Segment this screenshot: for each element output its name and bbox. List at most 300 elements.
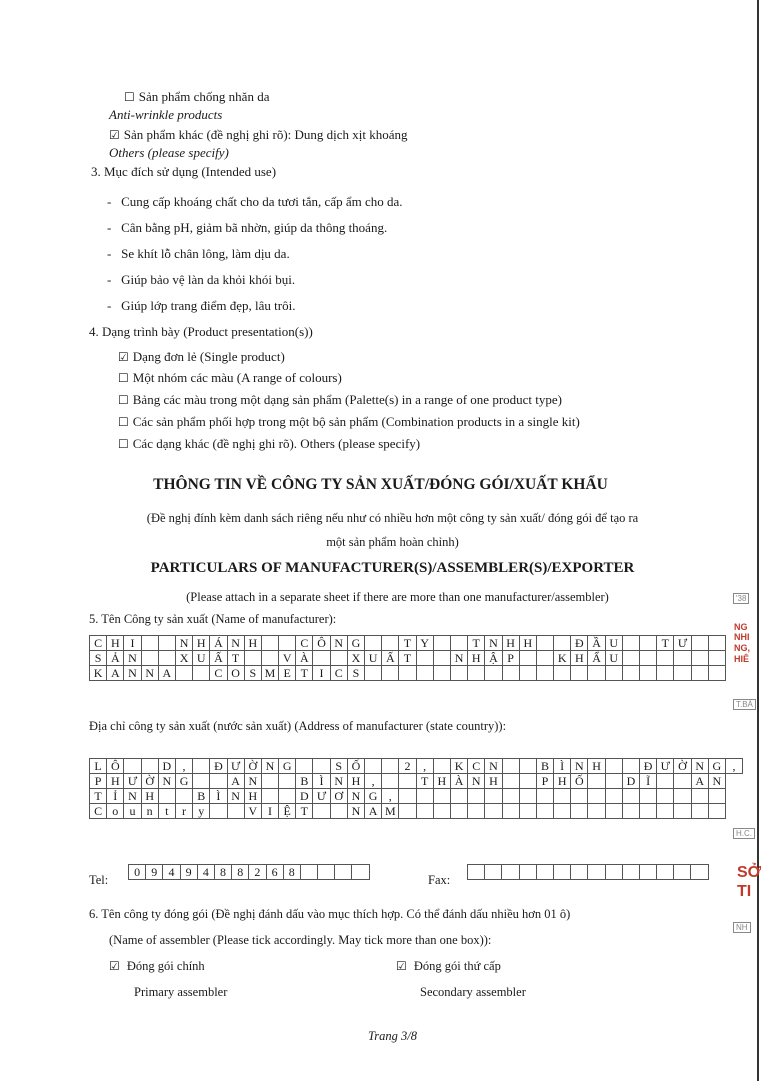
grid-cell: N — [330, 774, 347, 789]
grid-cell — [365, 666, 382, 681]
grid-cell — [175, 789, 192, 804]
grid-cell — [657, 789, 674, 804]
grid-cell — [708, 651, 725, 666]
grid-cell — [640, 789, 657, 804]
tel-row — [129, 865, 370, 880]
grid-cell — [571, 804, 588, 819]
address-row-2 — [90, 774, 743, 789]
checkbox-icon: ☐ — [118, 393, 129, 407]
others-option — [109, 127, 408, 143]
grid-cell: , — [365, 774, 382, 789]
antiwrinkle-label-en: Anti-wrinkle products — [109, 107, 223, 122]
intended-use-heading: 3. Mục đích sử dụng (Intended use) — [91, 164, 277, 179]
grid-cell — [502, 666, 519, 681]
others-label-vi: Sản phẩm khác (đề nghị ghi rõ): Dung dịch xịt khoáng — [123, 127, 408, 142]
grid-cell — [175, 666, 192, 681]
grid-cell — [536, 865, 553, 880]
grid-cell — [450, 666, 467, 681]
grid-cell: H — [519, 636, 536, 651]
grid-cell — [691, 804, 708, 819]
grid-cell: A — [227, 774, 244, 789]
grid-cell: G — [175, 774, 192, 789]
grid-cell: Ô — [107, 759, 124, 774]
grid-cell: S — [244, 666, 261, 681]
grid-cell — [588, 865, 605, 880]
grid-cell: Ả — [107, 651, 124, 666]
grid-cell: T — [399, 636, 416, 651]
grid-cell — [622, 804, 639, 819]
grid-cell — [279, 774, 296, 789]
grid-cell — [536, 804, 553, 819]
grid-cell — [588, 666, 605, 681]
grid-cell: H — [107, 636, 124, 651]
grid-cell — [450, 789, 467, 804]
grid-cell — [553, 865, 570, 880]
grid-cell: N — [485, 759, 502, 774]
grid-cell: Ô — [313, 636, 330, 651]
grid-cell: 8 — [283, 865, 300, 880]
grid-cell: 2 — [399, 759, 416, 774]
grid-cell — [261, 789, 278, 804]
grid-cell — [450, 804, 467, 819]
grid-cell — [691, 651, 708, 666]
grid-cell: N — [227, 789, 244, 804]
grid-cell — [519, 666, 536, 681]
grid-cell: Ầ — [588, 636, 605, 651]
grid-cell — [708, 789, 725, 804]
grid-cell: r — [175, 804, 192, 819]
grid-cell — [554, 666, 571, 681]
grid-cell — [605, 759, 622, 774]
grid-cell: U — [193, 651, 210, 666]
grid-cell: H — [244, 636, 261, 651]
grid-cell — [554, 636, 571, 651]
grid-cell: 4 — [163, 865, 180, 880]
grid-cell — [382, 666, 399, 681]
grid-cell — [433, 759, 450, 774]
grid-cell: t — [158, 804, 175, 819]
grid-cell — [416, 789, 433, 804]
grid-cell — [588, 804, 605, 819]
grid-cell — [261, 651, 278, 666]
grid-cell — [674, 651, 691, 666]
grid-cell: Ỉ — [107, 789, 124, 804]
list-item: - Cân bằng pH, giảm bã nhờn, giúp da thông thoáng. — [107, 220, 388, 235]
grid-cell: Đ — [571, 636, 588, 651]
grid-cell: P — [502, 651, 519, 666]
grid-cell: I — [261, 804, 278, 819]
grid-cell: L — [90, 759, 107, 774]
grid-cell: Ấ — [210, 651, 227, 666]
grid-cell — [622, 651, 639, 666]
checkbox-checked-icon: ☑ — [396, 959, 407, 973]
grid-cell — [365, 759, 382, 774]
grid-cell: T — [399, 651, 416, 666]
grid-cell: Ờ — [244, 759, 261, 774]
grid-cell — [519, 865, 536, 880]
grid-cell — [313, 804, 330, 819]
grid-cell: Ẩ — [588, 651, 605, 666]
grid-cell: Ư — [227, 759, 244, 774]
grid-cell — [536, 789, 553, 804]
address-row-4 — [90, 804, 743, 819]
grid-cell: N — [141, 666, 158, 681]
grid-cell: M — [261, 666, 278, 681]
grid-cell — [674, 666, 691, 681]
grid-cell — [502, 865, 519, 880]
grid-cell — [571, 666, 588, 681]
grid-cell — [382, 774, 399, 789]
grid-cell — [485, 666, 502, 681]
assembler-heading-vi: 6. Tên công ty đóng gói (Đề nghị đánh dấu vào mục thích hợp. Có thể đánh dấu nhiều hơn 01 ô) — [89, 907, 571, 921]
grid-cell — [193, 774, 210, 789]
grid-cell: D — [158, 759, 175, 774]
grid-cell: Ĩ — [640, 774, 657, 789]
grid-cell: N — [468, 774, 485, 789]
checkbox-icon: ☐ — [118, 437, 129, 451]
grid-cell — [433, 789, 450, 804]
grid-cell: 9 — [146, 865, 163, 880]
grid-cell — [657, 666, 674, 681]
grid-cell: S — [90, 651, 107, 666]
grid-cell: C — [296, 636, 313, 651]
grid-cell: G — [279, 759, 296, 774]
grid-cell — [588, 789, 605, 804]
grid-cell: U — [605, 636, 622, 651]
grid-cell: Ệ — [279, 804, 296, 819]
grid-cell: Ố — [571, 774, 588, 789]
grid-cell — [691, 666, 708, 681]
grid-cell: U — [365, 651, 382, 666]
grid-cell — [639, 865, 656, 880]
grid-cell — [622, 759, 639, 774]
fax-grid — [467, 864, 709, 880]
grid-cell: C — [210, 666, 227, 681]
grid-cell: N — [124, 789, 141, 804]
grid-cell: X — [347, 651, 364, 666]
grid-cell: 6 — [266, 865, 283, 880]
grid-cell: C — [330, 666, 347, 681]
manufacturer-address-label: Địa chỉ công ty sản xuất (nước sản xuất) (Address of manufacturer (state country)): — [89, 719, 507, 733]
grid-cell: I — [124, 636, 141, 651]
grid-cell — [399, 804, 416, 819]
grid-cell: N — [227, 636, 244, 651]
name-row-2 — [90, 651, 726, 666]
grid-cell: H — [485, 774, 502, 789]
grid-cell: P — [536, 774, 553, 789]
grid-cell: 2 — [249, 865, 266, 880]
grid-cell — [141, 651, 158, 666]
grid-cell: H — [571, 651, 588, 666]
grid-cell — [313, 651, 330, 666]
grid-cell: K — [90, 666, 107, 681]
grid-cell — [519, 804, 536, 819]
option-others: ☐ Các dạng khác (đề nghị ghi rõ). Others (please specify) — [118, 436, 421, 451]
grid-cell — [708, 636, 725, 651]
grid-cell: , — [382, 789, 399, 804]
grid-cell: V — [279, 651, 296, 666]
grid-cell — [261, 774, 278, 789]
grid-cell: B — [296, 774, 313, 789]
grid-cell: H — [588, 759, 605, 774]
grid-cell — [485, 804, 502, 819]
grid-cell — [519, 774, 536, 789]
grid-cell: B — [193, 789, 210, 804]
grid-cell — [193, 759, 210, 774]
grid-cell: Ơ — [330, 789, 347, 804]
option-combination: ☐ Các sản phẩm phối hợp trong một bộ sản phẩm (Combination products in a single kit) — [118, 414, 580, 429]
grid-cell — [622, 636, 639, 651]
grid-cell: H — [468, 651, 485, 666]
grid-cell: N — [485, 636, 502, 651]
grid-cell — [365, 636, 382, 651]
grid-cell — [640, 651, 657, 666]
grid-cell: C — [468, 759, 485, 774]
grid-cell: Ố — [347, 759, 364, 774]
assembler-heading-en: (Name of assembler (Please tick accordingly. May tick more than one box)): — [109, 933, 492, 947]
grid-cell: Ấ — [382, 651, 399, 666]
grid-cell — [300, 865, 317, 880]
company-note-vi-1: (Đề nghị đính kèm danh sách riêng nếu như có nhiều hơn một công ty sản xuất/ đóng gói để tạo ra — [146, 511, 639, 525]
grid-cell: S — [347, 666, 364, 681]
tel-grid — [128, 864, 370, 880]
grid-cell — [502, 789, 519, 804]
others-label-en: Others (please specify) — [109, 145, 229, 160]
grid-cell — [468, 789, 485, 804]
grid-cell: H — [433, 774, 450, 789]
company-title-en: PARTICULARS OF MANUFACTURER(S)/ASSEMBLER(S)/EXPORTER — [150, 560, 635, 576]
address-row-3 — [90, 789, 743, 804]
grid-cell — [468, 804, 485, 819]
fax-row — [468, 865, 709, 880]
grid-cell — [330, 804, 347, 819]
grid-cell — [674, 804, 691, 819]
grid-cell: K — [554, 651, 571, 666]
grid-cell: T — [296, 804, 313, 819]
grid-cell: A — [107, 666, 124, 681]
grid-cell — [554, 804, 571, 819]
grid-cell: Ì — [313, 774, 330, 789]
grid-cell — [571, 865, 588, 880]
manufacturer-name-heading: 5. Tên Công ty sản xuất (Name of manufacturer): — [89, 612, 337, 626]
grid-cell — [210, 804, 227, 819]
manufacturer-name-grid — [89, 635, 726, 681]
grid-cell: M — [382, 804, 399, 819]
grid-cell: u — [124, 804, 141, 819]
grid-cell — [433, 804, 450, 819]
list-item: - Giúp lớp trang điểm đẹp, lâu trôi. — [107, 298, 296, 313]
grid-cell — [485, 789, 502, 804]
grid-cell — [622, 865, 639, 880]
grid-cell: T — [657, 636, 674, 651]
grid-cell: N — [450, 651, 467, 666]
secondary-assembler-option: ☑ Đóng gói thứ cấp — [396, 959, 501, 973]
primary-assembler-option: ☑ Đóng gói chính — [109, 959, 205, 973]
company-note-vi-2: một sản phẩm hoàn chỉnh) — [326, 535, 459, 549]
grid-cell: H — [502, 636, 519, 651]
grid-cell — [657, 774, 674, 789]
grid-cell: H — [347, 774, 364, 789]
option-range-colours: ☐ Một nhóm các màu (A range of colours) — [118, 370, 342, 385]
grid-cell: G — [347, 636, 364, 651]
grid-cell — [261, 636, 278, 651]
grid-cell — [352, 865, 369, 880]
grid-cell: Ậ — [485, 651, 502, 666]
list-item: - Cung cấp khoáng chất cho da tươi tắn, cấp ẩm cho da. — [107, 194, 403, 209]
company-note-en: (Please attach in a separate sheet if there are more than one manufacturer/assembler) — [186, 590, 609, 604]
grid-cell — [605, 865, 622, 880]
grid-cell — [536, 651, 553, 666]
grid-cell: , — [725, 759, 742, 774]
grid-cell — [433, 636, 450, 651]
checkbox-icon: ☐ — [124, 90, 135, 104]
grid-cell — [313, 759, 330, 774]
name-row-1 — [90, 636, 726, 651]
grid-cell — [416, 666, 433, 681]
grid-cell: H — [193, 636, 210, 651]
grid-cell — [193, 666, 210, 681]
grid-cell — [519, 651, 536, 666]
grid-cell — [318, 865, 335, 880]
grid-cell: N — [124, 651, 141, 666]
grid-cell: N — [708, 774, 725, 789]
grid-cell: P — [90, 774, 107, 789]
grid-cell — [708, 804, 725, 819]
grid-cell — [622, 789, 639, 804]
manufacturer-address-grid — [89, 758, 743, 819]
grid-cell — [640, 804, 657, 819]
grid-cell: o — [107, 804, 124, 819]
checkbox-checked-icon: ☑ — [109, 128, 120, 142]
grid-cell — [244, 651, 261, 666]
grid-cell — [227, 804, 244, 819]
checkbox-icon: ☐ — [118, 415, 129, 429]
grid-cell: 0 — [129, 865, 146, 880]
grid-cell: H — [244, 789, 261, 804]
grid-cell: N — [330, 636, 347, 651]
grid-cell — [433, 651, 450, 666]
grid-cell — [450, 636, 467, 651]
grid-cell: Ư — [674, 636, 691, 651]
grid-cell — [554, 789, 571, 804]
grid-cell — [382, 759, 399, 774]
grid-cell — [382, 636, 399, 651]
grid-cell: E — [279, 666, 296, 681]
grid-cell: 8 — [214, 865, 231, 880]
grid-cell: D — [622, 774, 639, 789]
grid-cell — [640, 636, 657, 651]
grid-cell: 9 — [180, 865, 197, 880]
grid-cell: Ư — [657, 759, 674, 774]
grid-cell — [141, 636, 158, 651]
grid-cell — [399, 774, 416, 789]
page-edge — [757, 0, 759, 1081]
grid-cell — [502, 759, 519, 774]
grid-cell: 4 — [197, 865, 214, 880]
grid-cell — [691, 789, 708, 804]
grid-cell: X — [175, 651, 192, 666]
grid-cell: D — [296, 789, 313, 804]
grid-cell: Đ — [210, 759, 227, 774]
antiwrinkle-option — [124, 89, 269, 105]
primary-assembler-en: Primary assembler — [134, 985, 228, 999]
grid-cell: Ư — [124, 774, 141, 789]
grid-cell: N — [244, 774, 261, 789]
grid-cell: C — [90, 804, 107, 819]
grid-cell: N — [158, 774, 175, 789]
grid-cell: V — [244, 804, 261, 819]
grid-cell — [399, 789, 416, 804]
grid-cell — [279, 636, 296, 651]
grid-cell: Đ — [640, 759, 657, 774]
grid-cell: 8 — [232, 865, 249, 880]
presentation-heading: 4. Dạng trình bày (Product presentation(s)) — [89, 324, 313, 339]
grid-cell — [502, 774, 519, 789]
grid-cell: Ờ — [674, 759, 691, 774]
grid-cell — [674, 865, 691, 880]
grid-cell — [279, 789, 296, 804]
option-palette: ☐ Bảng các màu trong một dạng sản phẩm (Palette(s) in a range of one product type) — [118, 392, 562, 407]
grid-cell: T — [416, 774, 433, 789]
grid-cell — [433, 666, 450, 681]
grid-cell: H — [141, 789, 158, 804]
grid-cell — [502, 804, 519, 819]
grid-cell — [691, 865, 708, 880]
grid-cell — [330, 651, 347, 666]
grid-cell — [158, 789, 175, 804]
grid-cell — [468, 865, 485, 880]
fax-label: Fax: — [428, 873, 451, 887]
grid-cell: , — [175, 759, 192, 774]
list-item: - Giúp bảo vệ làn da khỏi khói bụi. — [107, 272, 296, 287]
grid-cell — [519, 789, 536, 804]
grid-cell: , — [416, 759, 433, 774]
page-number: Trang 3/8 — [368, 1029, 417, 1043]
grid-cell: N — [347, 804, 364, 819]
grid-cell: H — [554, 774, 571, 789]
grid-cell — [708, 666, 725, 681]
secondary-assembler-en: Secondary assembler — [420, 985, 526, 999]
grid-cell — [468, 666, 485, 681]
checkbox-icon: ☐ — [118, 371, 129, 385]
grid-cell — [210, 774, 227, 789]
grid-cell — [571, 789, 588, 804]
option-single-product: ☑ Dạng đơn lẻ (Single product) — [118, 349, 285, 364]
grid-cell — [691, 636, 708, 651]
grid-cell — [158, 651, 175, 666]
grid-cell: Ì — [210, 789, 227, 804]
grid-cell — [124, 759, 141, 774]
grid-cell — [536, 636, 553, 651]
grid-cell — [536, 666, 553, 681]
grid-cell: H — [107, 774, 124, 789]
grid-cell: Y — [416, 636, 433, 651]
grid-cell — [158, 636, 175, 651]
grid-cell: Ì — [554, 759, 571, 774]
address-row-1 — [90, 759, 743, 774]
grid-cell — [605, 666, 622, 681]
grid-cell: A — [158, 666, 175, 681]
grid-cell: T — [227, 651, 244, 666]
grid-cell: N — [124, 666, 141, 681]
grid-cell — [657, 651, 674, 666]
grid-cell: T — [296, 666, 313, 681]
checkbox-checked-icon: ☑ — [109, 959, 120, 973]
grid-cell: N — [571, 759, 588, 774]
grid-cell — [674, 789, 691, 804]
grid-cell — [519, 759, 536, 774]
grid-cell: C — [90, 636, 107, 651]
